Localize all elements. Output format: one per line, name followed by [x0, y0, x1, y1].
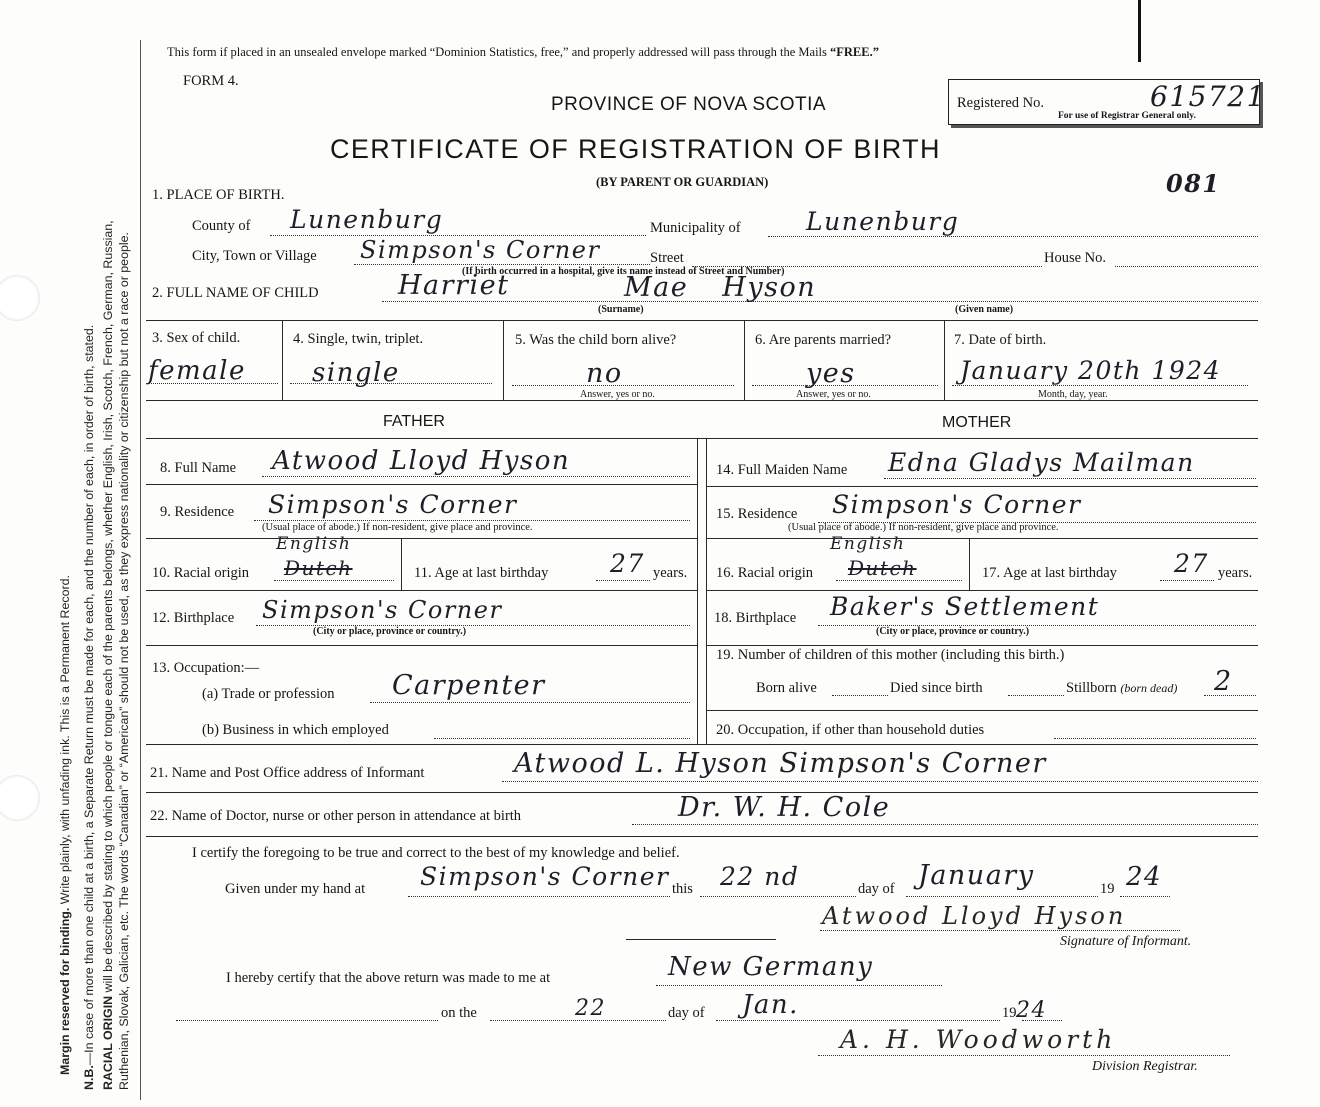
margin-note-4: Ruthenian, Slovak, Galician, etc. The words “Canadian” or “American” should not be used, as they express nationality or citizenship but not a race or people.	[117, 232, 131, 1090]
rule-parents-header	[146, 438, 1258, 439]
house-label: House No.	[1044, 250, 1107, 266]
dob-line	[952, 385, 1248, 386]
born-alive-count-label: Born alive	[756, 680, 817, 696]
given-day-line	[700, 896, 856, 897]
dob-note: Month, day, year.	[1038, 389, 1108, 400]
col-divider-4	[503, 320, 504, 400]
on-the-prefix-line	[176, 1020, 438, 1021]
certification-statement: I certify the foregoing to be true and correct to the best of my knowledge and belief.	[192, 845, 680, 861]
mother-age-value: 27	[1174, 549, 1209, 578]
mother-age-label: 17. Age at last birthday	[982, 565, 1117, 581]
sex-value: female	[148, 356, 246, 386]
doctor-line	[632, 824, 1258, 825]
registrar-signature-line	[818, 1055, 1230, 1056]
stillborn-value: 2	[1214, 666, 1233, 697]
given-day-value: 22 nd	[720, 862, 800, 891]
father-racial-label: 10. Racial origin	[152, 565, 250, 581]
dob-label: 7. Date of birth.	[954, 332, 1047, 348]
given-place-line	[408, 896, 670, 897]
rule-mother-18	[706, 645, 1258, 646]
mother-name-line	[884, 478, 1256, 479]
rule-parents-bottom	[146, 744, 1258, 745]
mother-racial-line	[836, 580, 962, 581]
dob-value: January 20th 1924	[960, 356, 1222, 385]
col-divider-5	[744, 320, 745, 400]
doctor-label: 22. Name of Doctor, nurse or other person in attendance at birth	[150, 808, 522, 824]
reg-year-prefix: 19	[1002, 1005, 1017, 1021]
father-residence-line	[254, 520, 690, 521]
municipality-value: Lunenburg	[806, 207, 960, 236]
mother-birthplace-note: (City or place, province or country.)	[876, 626, 1030, 637]
rule-row3-top	[146, 320, 1258, 321]
doctor-value: Dr. W. H. Cole	[678, 792, 891, 823]
father-heading: FATHER	[383, 413, 445, 430]
mother-age-unit: years.	[1218, 565, 1253, 581]
mother-children-label: 19. Number of children of this mother (including this birth.)	[716, 647, 1065, 663]
mother-residence-label: 15. Residence	[716, 506, 798, 522]
city-value: Simpson's Corner	[360, 236, 601, 264]
form-number: FORM 4.	[183, 73, 239, 89]
mother-racial-value: English	[830, 534, 906, 554]
born-alive-note: Answer, yes or no.	[580, 389, 655, 400]
informant-signature: Atwood Lloyd Hyson	[822, 902, 1127, 930]
father-birthplace-note: (City or place, province or country.)	[313, 626, 467, 637]
parents-divider	[697, 438, 698, 744]
registrar-place-line	[656, 985, 942, 986]
rule-doctor	[146, 836, 1258, 837]
mother-birthplace-label: 18. Birthplace	[714, 610, 797, 626]
father-occupation-label: 13. Occupation:—	[152, 660, 260, 676]
father-trade-label: (a) Trade or profession	[202, 686, 335, 702]
mother-residence-note: (Usual place of abode.) If non-resident, give place and province.	[788, 522, 1059, 533]
father-racial-value: English	[276, 534, 352, 554]
registrar-caption: Division Registrar.	[1092, 1059, 1198, 1074]
father-residence-label: 9. Residence	[160, 504, 235, 520]
mother-age-line	[1160, 580, 1214, 581]
died-since-birth-label: Died since birth	[890, 680, 983, 696]
sex-label: 3. Sex of child.	[152, 330, 241, 346]
father-racial-divider	[401, 538, 402, 590]
reg-year-value: 24	[1016, 998, 1047, 1023]
mother-occupation-label: 20. Occupation, if other than household duties	[716, 722, 985, 738]
informant-line	[502, 781, 1258, 782]
informant-signature-line	[820, 930, 1180, 931]
certificate-title: CERTIFICATE OF REGISTRATION OF BIRTH	[330, 134, 941, 164]
mother-heading: MOTHER	[942, 414, 1012, 431]
house-line	[1115, 266, 1258, 267]
father-trade-line	[370, 702, 690, 703]
reg-day-of-label: day of	[668, 1005, 705, 1021]
reg-month-line	[716, 1020, 1000, 1021]
child-name-line	[382, 301, 1258, 302]
registrar-only-note: For use of Registrar General only.	[1058, 111, 1196, 121]
margin-rule	[140, 40, 141, 1100]
informant-value: Atwood L. Hyson Simpson's Corner	[514, 748, 1047, 779]
margin-note-3: RACIAL ORIGIN will be described by stating to which people or tongue each of the parents belongs, whether English, Irish, Scotch, French, German, Russian,	[101, 220, 115, 1090]
margin-note-1: Margin reserved for binding. Write plainly, with unfading ink. This is a Permanent Record.	[58, 575, 72, 1075]
year-prefix: 19	[1100, 881, 1115, 897]
rule-father-8	[146, 484, 697, 485]
father-name-line	[262, 476, 690, 477]
died-since-birth-line	[1008, 695, 1064, 696]
this-label: this	[672, 881, 693, 897]
mother-name-label: 14. Full Maiden Name	[716, 462, 848, 478]
father-business-line	[434, 738, 690, 739]
registrar-place-value: New Germany	[668, 952, 874, 982]
registered-number: 615721	[1150, 80, 1266, 113]
child-name-label: 2. FULL NAME OF CHILD	[152, 285, 319, 301]
day-of-label: day of	[858, 881, 895, 897]
mother-occupation-line	[1054, 738, 1256, 739]
married-note: Answer, yes or no.	[796, 389, 871, 400]
corner-mark: 081	[1166, 169, 1221, 198]
given-year-value: 24	[1126, 862, 1163, 892]
mail-notice: This form if placed in an unsealed envelope marked “Dominion Statistics, free,” and properly addressed will pass through the Mails “FREE.”	[167, 45, 879, 59]
mother-racial-divider	[969, 538, 970, 590]
municipality-line	[768, 236, 1258, 237]
city-label: City, Town or Village	[192, 248, 317, 264]
county-label: County of	[192, 218, 251, 234]
registrar-signature: A. H. Woodworth	[840, 1025, 1117, 1054]
child-surname-value: Harriet	[398, 270, 510, 301]
place-of-birth-heading: 1. PLACE OF BIRTH.	[152, 187, 285, 203]
margin-notes	[0, 0, 140, 1107]
father-age-value: 27	[610, 549, 645, 578]
rule-father-12	[146, 645, 697, 646]
province-heading: PROVINCE OF NOVA SCOTIA	[551, 94, 827, 115]
born-alive-label: 5. Was the child born alive?	[515, 332, 677, 348]
father-residence-value: Simpson's Corner	[268, 490, 518, 519]
rule-father-9	[146, 538, 697, 539]
col-divider-3	[282, 320, 283, 400]
father-racial-struck: Dutch	[284, 556, 353, 580]
given-note: (Given name)	[955, 304, 1014, 315]
municipality-label: Municipality of	[650, 220, 741, 236]
county-value: Lunenburg	[290, 205, 444, 234]
father-age-label: 11. Age at last birthday	[414, 565, 549, 581]
registered-label: Registered No.	[957, 95, 1044, 111]
rule-father-10	[146, 590, 697, 591]
parents-divider-inner	[706, 438, 707, 744]
mother-racial-label: 16. Racial origin	[716, 565, 814, 581]
father-age-line	[596, 580, 650, 581]
hospital-note: (If birth occurred in a hospital, give its name instead of Street and Number)	[462, 266, 785, 277]
mother-birthplace-value: Baker's Settlement	[830, 592, 1100, 621]
rule-mother-19	[706, 710, 1258, 711]
given-under-label: Given under my hand at	[225, 881, 366, 897]
registrar-statement: I hereby certify that the above return was made to me at	[226, 970, 551, 986]
rule-mother-16	[706, 590, 1258, 591]
reg-month-value: Jan.	[742, 990, 799, 1020]
father-age-unit: years.	[653, 565, 688, 581]
born-alive-count-line	[832, 695, 888, 696]
center-rule	[626, 939, 776, 940]
plurality-label: 4. Single, twin, triplet.	[293, 331, 424, 347]
stillborn-label: Stillborn (born dead)	[1066, 680, 1178, 696]
reg-day-value: 22	[575, 996, 606, 1021]
father-residence-note: (Usual place of abode.) If non-resident, give place and province.	[262, 522, 533, 533]
plurality-line	[290, 383, 492, 384]
street-label: Street	[650, 250, 684, 266]
surname-note: (Surname)	[598, 304, 644, 315]
father-name-value: Atwood Lloyd Hyson	[272, 446, 571, 476]
rule-row3-bottom	[146, 400, 1258, 401]
born-alive-line	[512, 385, 734, 386]
city-line	[354, 264, 650, 265]
margin-note-2: N.B.—In case of more than one child at a birth, a Separate Return must be made for each, and the number of each, in order of birth, stated.	[82, 324, 96, 1090]
married-label: 6. Are parents married?	[755, 332, 892, 348]
married-value: yes	[806, 358, 856, 389]
father-birthplace-value: Simpson's Corner	[262, 596, 503, 624]
married-line	[752, 385, 938, 386]
rule-mother-15	[706, 538, 1258, 539]
informant-label: 21. Name and Post Office address of Informant	[150, 765, 425, 781]
child-given-value: Mae Hyson	[624, 272, 817, 303]
given-month-value: January	[918, 860, 1035, 891]
father-business-label: (b) Business in which employed	[202, 722, 389, 738]
father-name-label: 8. Full Name	[160, 460, 237, 476]
on-the-label: on the	[441, 1005, 477, 1021]
pen-stroke	[1138, 0, 1141, 62]
col-divider-6	[944, 320, 945, 400]
given-place-value: Simpson's Corner	[420, 862, 670, 891]
mother-residence-value: Simpson's Corner	[832, 490, 1082, 519]
plurality-value: single	[312, 358, 400, 388]
certificate-subtitle: (BY PARENT OR GUARDIAN)	[596, 175, 769, 189]
sex-line	[146, 383, 278, 384]
father-birthplace-label: 12. Birthplace	[152, 610, 235, 626]
mother-name-value: Edna Gladys Mailman	[888, 448, 1195, 477]
mother-racial-struck: Dutch	[848, 556, 917, 580]
rule-mother-14	[706, 486, 1258, 487]
given-month-line	[906, 896, 1098, 897]
born-alive-value: no	[586, 358, 623, 389]
signature-caption: Signature of Informant.	[1060, 934, 1192, 949]
father-trade-value: Carpenter	[392, 670, 546, 701]
father-racial-line	[274, 580, 394, 581]
given-year-line	[1120, 896, 1170, 897]
